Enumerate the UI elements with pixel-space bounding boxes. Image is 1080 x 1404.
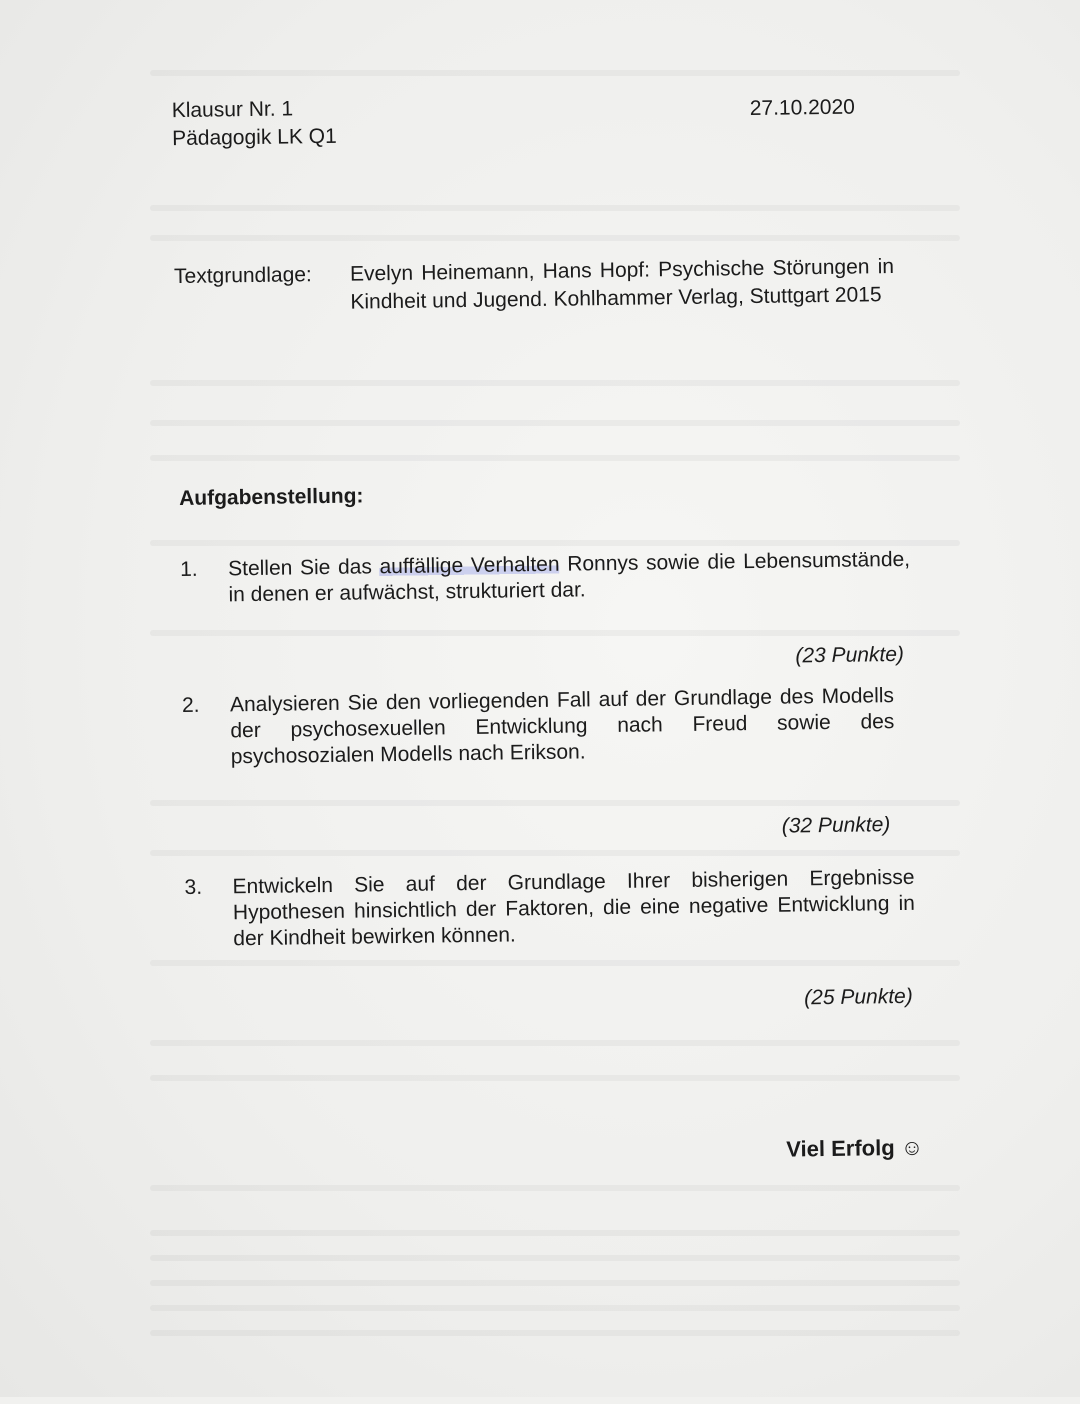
- text-source: [173, 253, 904, 314]
- exam-number: Klausur Nr. 1: [171, 97, 294, 123]
- task-2: [181, 683, 912, 769]
- task-1-points: (23 Punkte): [795, 642, 905, 668]
- task-number: 1.: [179, 557, 198, 582]
- course-name: Pädagogik LK Q1: [171, 124, 337, 151]
- task-text: [228, 547, 911, 609]
- task-text-part: Stellen Sie das: [227, 555, 380, 581]
- closing-note: Viel Erfolg ☺: [786, 1134, 924, 1162]
- task-2-points: (32 Punkte): [781, 813, 891, 838]
- task-number: 3.: [184, 875, 203, 899]
- header-left: [172, 95, 337, 153]
- task-text: Analysieren Sie den vorliegenden Fall auf der Grundlage des Modells der psychosexuellen Entwicklung nach Freud sowie des psychosozialen Modells nach Erikson.: [229, 684, 895, 769]
- source-citation: Evelyn Heinemann, Hans Hopf: Psychische Störungen in Kindheit und Jugend. Kohlhammer Verlag, Stuttgart 2015: [349, 255, 895, 314]
- task-3-points: (25 Punkte): [804, 984, 913, 1010]
- highlighted-text: auffällige Verhalten: [379, 552, 560, 579]
- task-number: 2.: [181, 693, 200, 717]
- exam-date: 27.10.2020: [749, 95, 856, 121]
- task-3: [184, 865, 916, 951]
- assignment-heading: Aufgabenstellung:: [178, 484, 364, 511]
- task-text: Entwickeln Sie auf der Grundlage Ihrer bisherigen Ergebnisse Hypothesen hinsichtlich der Faktoren, die eine negative Entwicklung in der Kindheit bewirken können.: [232, 865, 916, 951]
- task-1: [179, 547, 911, 607]
- source-label: Textgrundlage:: [173, 263, 312, 289]
- task-text-part: Ronnys sowie die Lebensumstände, in denen er aufwächst, strukturiert dar.: [228, 547, 911, 607]
